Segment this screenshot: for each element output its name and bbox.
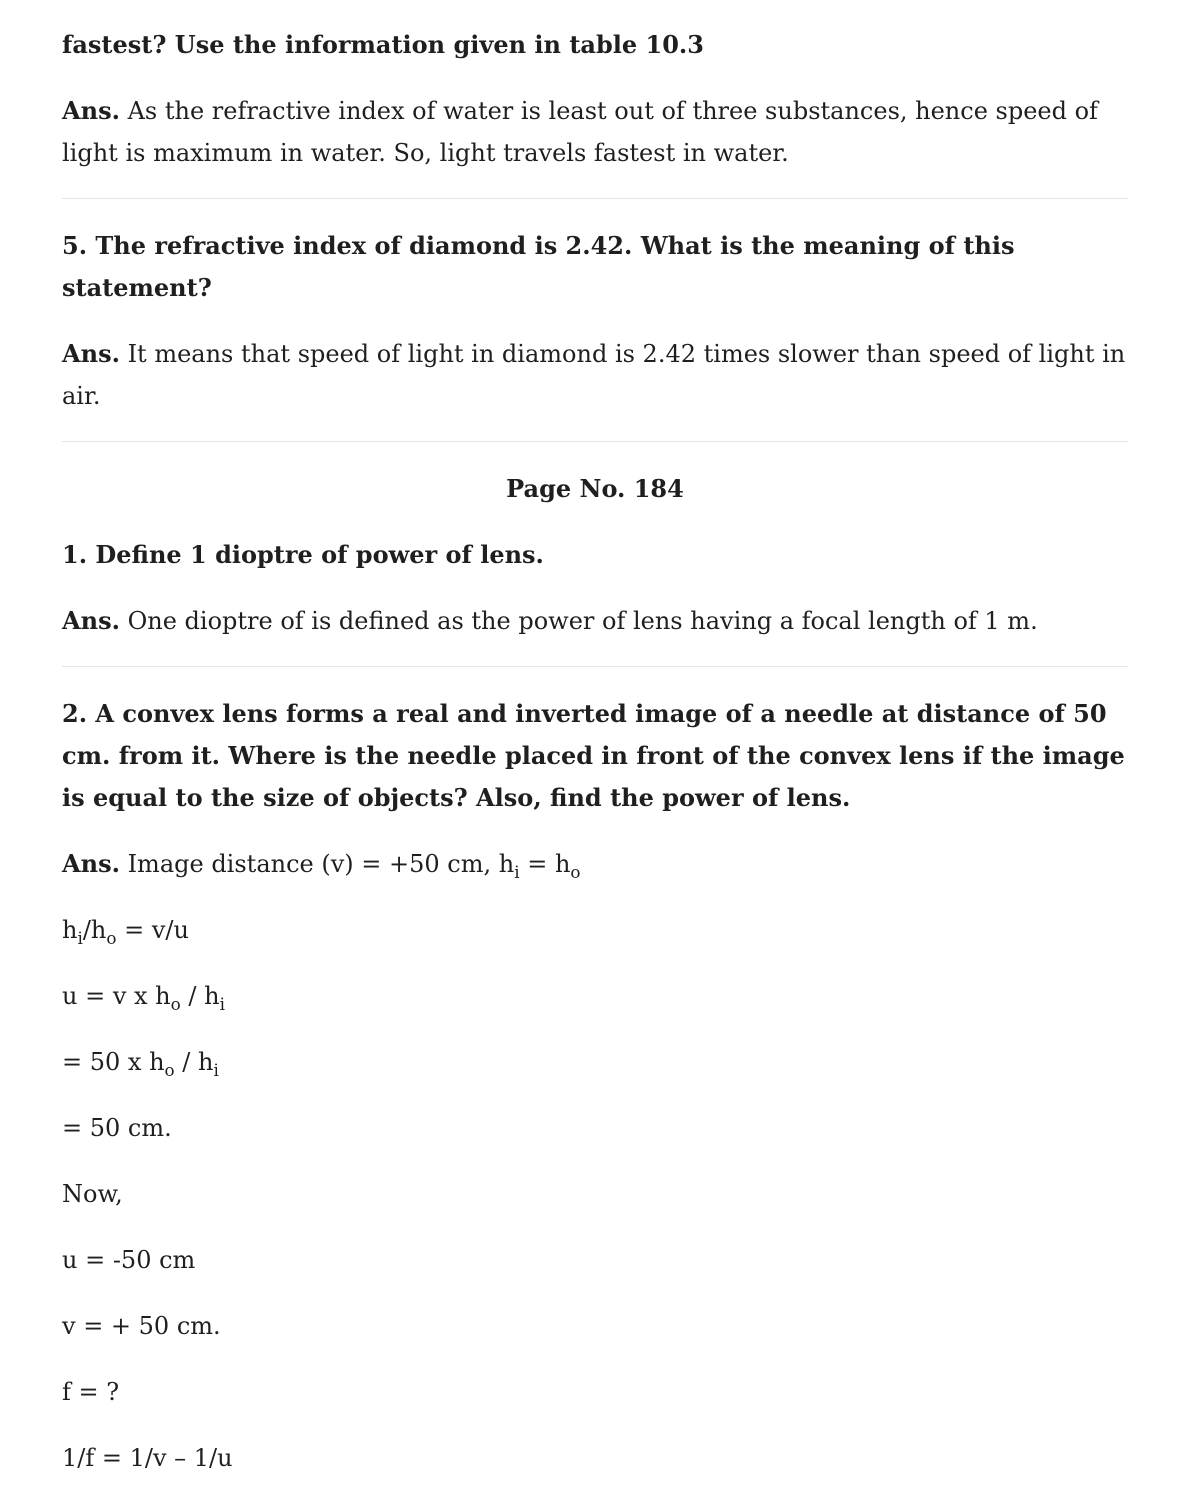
- answer-4-text: As the refractive index of water is least out of three substances, hence speed of light is maximum in water. So, light travels fastest in water.: [62, 97, 1098, 167]
- question-5-text: 5. The refractive index of diamond is 2.42. What is the meaning of this statement?: [62, 231, 1015, 302]
- question-2-text: 2. A convex lens forms a real and inverted image of a needle at distance of 50 cm. from it. Where is the needle placed in front of the convex lens if the image is equal to the size of objects? Also, find the power of lens.: [62, 699, 1125, 812]
- subscript-i: i: [219, 993, 225, 1014]
- answer-5-text: It means that speed of light in diamond is 2.42 times slower than speed of light in air.: [62, 340, 1126, 410]
- subscript-o: o: [570, 861, 581, 882]
- equation-line-7: v = + 50 cm.: [62, 1312, 221, 1340]
- subscript-i: i: [213, 1059, 219, 1080]
- equation-line-6: u = -50 cm: [62, 1246, 196, 1274]
- equation-line-8: f = ?: [62, 1378, 120, 1406]
- answer-2-intro-text: Image distance (v) = +50 cm, h: [127, 850, 515, 878]
- subscript-o: o: [106, 927, 117, 948]
- equation-line-3: [62, 1041, 1128, 1083]
- subscript-o: o: [164, 1059, 175, 1080]
- subscript-o: o: [170, 993, 181, 1014]
- answer-label: Ans.: [62, 96, 120, 125]
- question-4-text: fastest? Use the information given in table 10.3: [62, 30, 704, 59]
- eq-part: = 50 x h: [62, 1048, 165, 1076]
- answer-1-text: One dioptre of is defined as the power of lens having a focal length of 1 m.: [127, 607, 1038, 635]
- equation-line-1: [62, 909, 1128, 951]
- page-heading: Page No. 184: [506, 474, 684, 503]
- equation-line-9: 1/f = 1/v – 1/u: [62, 1444, 233, 1472]
- divider: [62, 198, 1128, 199]
- divider: [62, 666, 1128, 667]
- eq-part: / h: [180, 982, 220, 1010]
- answer-label: Ans.: [62, 849, 120, 878]
- answer-4: [62, 90, 1128, 174]
- answer-label: Ans.: [62, 606, 120, 635]
- divider: [62, 441, 1128, 442]
- subscript-i: i: [514, 861, 520, 882]
- equation-line-2: [62, 975, 1128, 1017]
- article-content: [62, 24, 1128, 1503]
- equation-line-4: = 50 cm.: [62, 1114, 172, 1142]
- answer-label: Ans.: [62, 339, 120, 368]
- answer-1: [62, 600, 1128, 642]
- subscript-i: i: [77, 927, 83, 948]
- equals-h: = h: [519, 850, 571, 878]
- eq-part: h: [62, 916, 78, 944]
- eq-part: / h: [174, 1048, 214, 1076]
- question-1-text: 1. Define 1 dioptre of power of lens.: [62, 540, 544, 569]
- eq-part: /h: [82, 916, 107, 944]
- equation-line-5: Now,: [62, 1180, 123, 1208]
- answer-5: [62, 333, 1128, 417]
- answer-2-intro: [62, 843, 1128, 885]
- eq-part: u = v x h: [62, 982, 171, 1010]
- eq-part: = v/u: [116, 916, 189, 944]
